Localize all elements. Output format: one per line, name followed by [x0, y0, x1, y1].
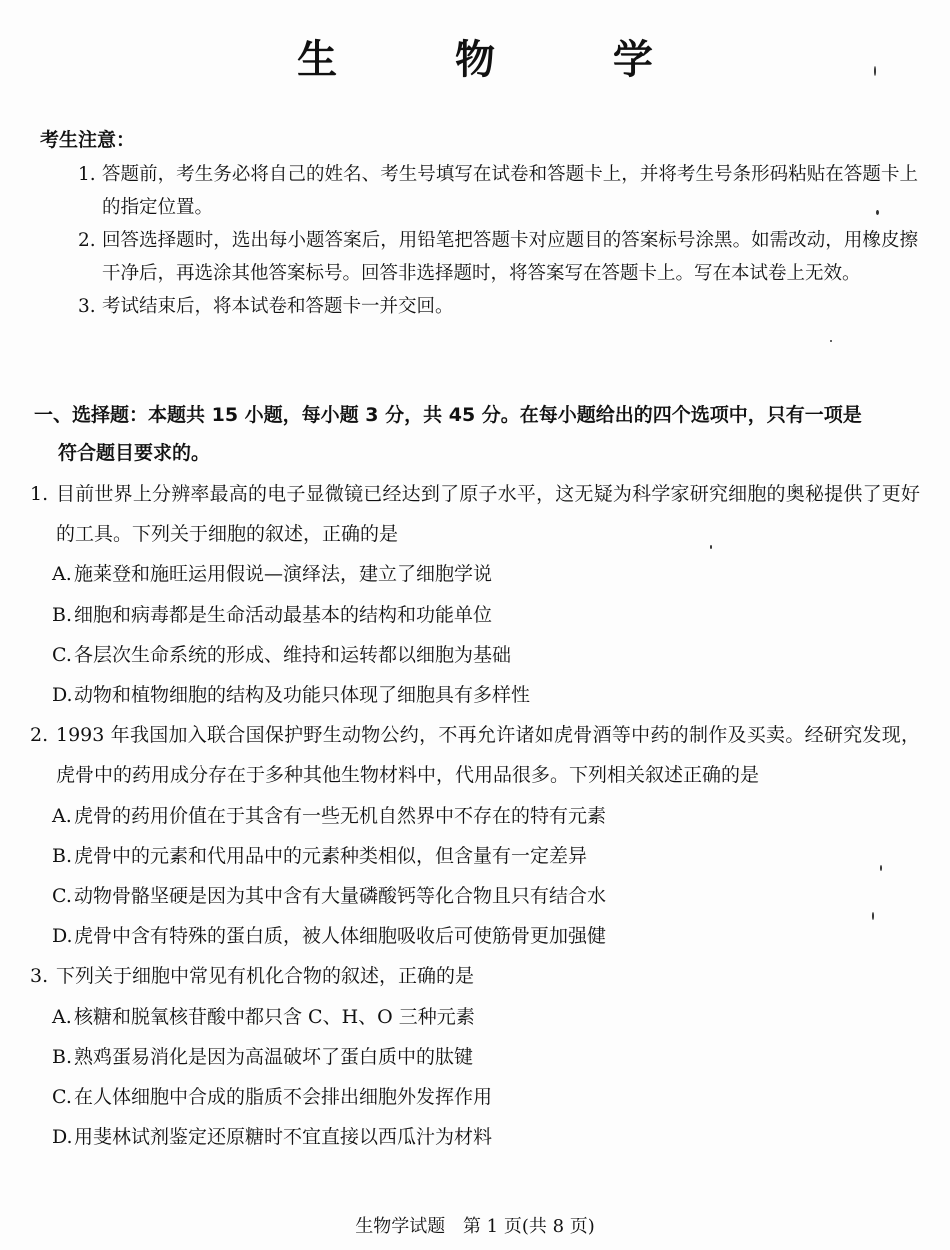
footer-subject: 生物学试题	[355, 1216, 446, 1237]
option-letter: A.	[52, 563, 72, 586]
option-text: 用斐林试剂鉴定还原糖时不宜直接以西瓜汁为材料	[74, 1126, 493, 1149]
notice-item	[78, 158, 918, 224]
scan-speck	[874, 66, 876, 76]
option-b	[30, 1037, 920, 1077]
scan-speck	[830, 340, 832, 342]
question-stem	[30, 956, 920, 996]
notice-item-number: 3.	[78, 296, 96, 317]
option-letter: C.	[52, 643, 72, 666]
page-footer	[0, 1212, 950, 1238]
option-text: 在人体细胞中合成的脂质不会排出细胞外发挥作用	[74, 1086, 493, 1109]
option-letter: D.	[52, 1126, 73, 1149]
option-b	[30, 595, 920, 635]
option-text: 虎骨中的元素和代用品中的元素种类相似，但含量有一定差异	[74, 844, 588, 867]
question-stem	[30, 715, 920, 795]
option-text: 虎骨的药用价值在于其含有一些无机自然界中不存在的特有元素	[74, 804, 607, 827]
question-stem	[30, 474, 920, 554]
option-text: 核糖和脱氧核苷酸中都只含 C、H、O 三种元素	[74, 1005, 475, 1028]
question-number: 3.	[30, 965, 49, 988]
scan-speck	[710, 545, 712, 549]
notice-item	[78, 224, 918, 290]
option-text: 熟鸡蛋易消化是因为高温破坏了蛋白质中的肽键	[74, 1045, 474, 1068]
notice-item-text: 答题前，考生务必将自己的姓名、考生号填写在试卷和答题卡上，并将考生号条形码粘贴在答题卡上的指定位置。	[102, 164, 918, 218]
question-3	[30, 956, 920, 1157]
footer-page-number: 第 1 页(共 8 页)	[462, 1216, 595, 1237]
question-text: 目前世界上分辨率最高的电子显微镜已经达到了原子水平，这无疑为科学家研究细胞的奥秘提供了更好的工具。下列关于细胞的叙述，正确的是	[56, 483, 920, 546]
notice-item	[78, 290, 918, 323]
option-c	[30, 635, 920, 675]
option-d	[30, 916, 920, 956]
option-letter: D.	[52, 684, 73, 707]
page-title: 生 物 学	[297, 36, 705, 83]
option-a	[30, 554, 920, 594]
section-heading-line2: 符合题目要求的。	[58, 442, 211, 464]
option-letter: B.	[52, 603, 73, 626]
question-list	[30, 474, 920, 1157]
option-letter: C.	[52, 1086, 72, 1109]
notice-item-number: 1.	[78, 164, 96, 185]
option-letter: C.	[52, 885, 72, 908]
section-heading-line1: 一、选择题：本题共 15 小题，每小题 3 分，共 45 分。在每小题给出的四个选项中，只有一项是	[34, 404, 862, 426]
question-2	[30, 715, 920, 956]
option-d	[30, 1117, 920, 1157]
option-letter: B.	[52, 844, 73, 867]
option-b	[30, 836, 920, 876]
scan-speck	[876, 210, 879, 215]
option-c	[30, 876, 920, 916]
option-text: 细胞和病毒都是生命活动最基本的结构和功能单位	[74, 603, 493, 626]
option-text: 动物和植物细胞的结构及功能只体现了细胞具有多样性	[74, 684, 531, 707]
option-letter: A.	[52, 1005, 72, 1028]
option-a	[30, 796, 920, 836]
option-letter: A.	[52, 804, 72, 827]
scan-speck	[872, 912, 874, 920]
section-heading	[34, 396, 919, 472]
scan-speck	[880, 865, 882, 871]
option-text: 施莱登和施旺运用假说—演绎法，建立了细胞学说	[74, 563, 493, 586]
question-1	[30, 474, 920, 715]
question-text: 1993 年我国加入联合国保护野生动物公约，不再允许诸如虎骨酒等中药的制作及买卖。经研究发现，虎骨中的药用成分存在于多种其他生物材料中，代用品很多。下列相关叙述正确的是	[56, 724, 920, 787]
question-number: 2.	[30, 724, 49, 747]
option-text: 各层次生命系统的形成、维持和运转都以细胞为基础	[74, 643, 512, 666]
option-a	[30, 997, 920, 1037]
question-text: 下列关于细胞中常见有机化合物的叙述，正确的是	[56, 965, 475, 988]
question-number: 1.	[30, 483, 49, 505]
option-letter: B.	[52, 1045, 73, 1068]
option-letter: D.	[52, 925, 73, 948]
notice-list	[78, 158, 918, 323]
option-text: 动物骨骼坚硬是因为其中含有大量磷酸钙等化合物且只有结合水	[74, 885, 607, 908]
option-c	[30, 1077, 920, 1117]
notice-heading: 考生注意：	[40, 129, 136, 151]
option-text: 虎骨中含有特殊的蛋白质，被人体细胞吸收后可使筋骨更加强健	[74, 925, 607, 948]
notice-item-text: 考试结束后，将本试卷和答题卡一并交回。	[102, 296, 454, 317]
notice-item-number: 2.	[78, 230, 96, 251]
option-d	[30, 675, 920, 715]
notice-item-text: 回答选择题时，选出每小题答案后，用铅笔把答题卡对应题目的答案标号涂黑。如需改动，用橡皮擦干净后，再选涂其他答案标号。回答非选择题时，将答案写在答题卡上。写在本试卷上无效。	[102, 230, 918, 284]
